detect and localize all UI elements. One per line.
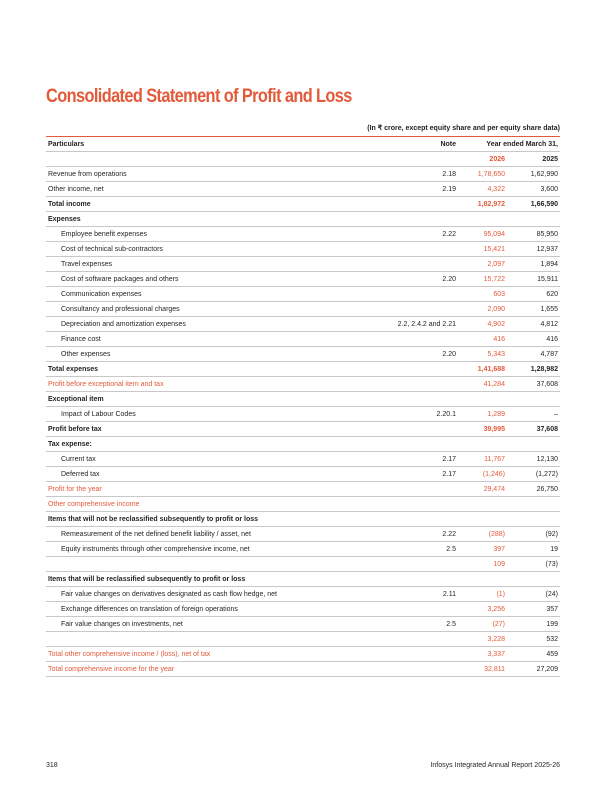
row-value-2025: 199	[511, 617, 560, 632]
row-value-2025: 12,937	[511, 242, 560, 257]
row-value-2026: 3,256	[462, 602, 511, 617]
row-value-2026	[462, 392, 511, 407]
table-row	[46, 587, 560, 602]
row-note	[346, 377, 462, 392]
row-note	[346, 362, 462, 377]
table-row	[46, 482, 560, 497]
row-note: 2.18	[346, 167, 462, 182]
row-value-2026: 1,289	[462, 407, 511, 422]
row-label: Fair value changes on derivatives designated as cash flow hedge, net	[46, 587, 346, 602]
row-label: Exchange differences on translation of foreign operations	[46, 602, 346, 617]
row-value-2026: 1,78,650	[462, 167, 511, 182]
row-value-2025: 1,62,990	[511, 167, 560, 182]
table-row	[46, 467, 560, 482]
row-value-2026: 4,902	[462, 317, 511, 332]
row-note	[346, 422, 462, 437]
row-value-2025	[511, 437, 560, 452]
row-value-2026	[462, 497, 511, 512]
row-value-2025: 357	[511, 602, 560, 617]
row-note	[346, 257, 462, 272]
row-value-2026: 32,811	[462, 662, 511, 677]
row-value-2026: 2,090	[462, 302, 511, 317]
row-label: Depreciation and amortization expenses	[46, 317, 346, 332]
row-label: Cost of software packages and others	[46, 272, 346, 287]
row-label: Profit before exceptional item and tax	[46, 377, 346, 392]
row-value-2026: 3,337	[462, 647, 511, 662]
row-note: 2.17	[346, 467, 462, 482]
row-value-2026	[462, 572, 511, 587]
row-note: 2.5	[346, 617, 462, 632]
row-label: Remeasurement of the net defined benefit liability / asset, net	[46, 527, 346, 542]
row-note	[346, 662, 462, 677]
row-value-2026: (288)	[462, 527, 511, 542]
header-year-2026: 2026	[462, 152, 511, 167]
table-row	[46, 662, 560, 677]
row-label: Profit before tax	[46, 422, 346, 437]
row-note: 2.17	[346, 452, 462, 467]
header-note: Note	[346, 137, 462, 152]
row-value-2025	[511, 497, 560, 512]
row-value-2025: 3,600	[511, 182, 560, 197]
row-value-2025: 85,950	[511, 227, 560, 242]
row-label: Finance cost	[46, 332, 346, 347]
row-note	[346, 242, 462, 257]
row-value-2026: 29,474	[462, 482, 511, 497]
row-note	[346, 572, 462, 587]
row-value-2025: 15,911	[511, 272, 560, 287]
row-note	[346, 497, 462, 512]
row-note	[346, 197, 462, 212]
row-value-2026: 95,094	[462, 227, 511, 242]
table-row	[46, 452, 560, 467]
header-year-ended: Year ended March 31,	[462, 137, 560, 152]
row-note	[346, 212, 462, 227]
row-note: 2.5	[346, 542, 462, 557]
row-label: Total other comprehensive income / (loss), net of tax	[46, 647, 346, 662]
row-value-2026: 3,228	[462, 632, 511, 647]
row-value-2025	[511, 212, 560, 227]
table-year-row	[46, 152, 560, 167]
page-number: 318	[46, 762, 58, 769]
table-row	[46, 557, 560, 572]
table-row	[46, 437, 560, 452]
header-particulars: Particulars	[46, 137, 346, 152]
row-note	[346, 392, 462, 407]
row-value-2025: 37,608	[511, 377, 560, 392]
table-row	[46, 572, 560, 587]
row-value-2026: 397	[462, 542, 511, 557]
row-note: 2.20.1	[346, 407, 462, 422]
table-row	[46, 422, 560, 437]
table-body	[46, 167, 560, 677]
table-row	[46, 617, 560, 632]
table-header-row	[46, 137, 560, 152]
table-row	[46, 287, 560, 302]
row-value-2025: 27,209	[511, 662, 560, 677]
row-label: Revenue from operations	[46, 167, 346, 182]
row-value-2025: 12,130	[511, 452, 560, 467]
row-value-2026: (1,246)	[462, 467, 511, 482]
row-label: Deferred tax	[46, 467, 346, 482]
year-row-blank-note	[346, 152, 462, 167]
row-label: Current tax	[46, 452, 346, 467]
row-note	[346, 287, 462, 302]
row-value-2026: (1)	[462, 587, 511, 602]
row-value-2026: 109	[462, 557, 511, 572]
row-label: Other comprehensive income	[46, 497, 346, 512]
row-value-2026: 11,767	[462, 452, 511, 467]
row-label: Total comprehensive income for the year	[46, 662, 346, 677]
row-label: Cost of technical sub-contractors	[46, 242, 346, 257]
row-value-2026: 2,097	[462, 257, 511, 272]
row-value-2026: 41,284	[462, 377, 511, 392]
table-row	[46, 347, 560, 362]
table-row	[46, 212, 560, 227]
row-value-2026	[462, 437, 511, 452]
table-row	[46, 512, 560, 527]
table-row	[46, 542, 560, 557]
row-label: Other expenses	[46, 347, 346, 362]
row-value-2025: 532	[511, 632, 560, 647]
table-row	[46, 392, 560, 407]
page-title: Consolidated Statement of Profit and Loss	[46, 86, 352, 107]
row-label: Items that will not be reclassified subsequently to profit or loss	[46, 512, 346, 527]
row-value-2025: 459	[511, 647, 560, 662]
row-value-2025: 416	[511, 332, 560, 347]
row-value-2026: 15,722	[462, 272, 511, 287]
row-label: Employee benefit expenses	[46, 227, 346, 242]
row-label: Items that will be reclassified subsequently to profit or loss	[46, 572, 346, 587]
table-row	[46, 197, 560, 212]
table-row	[46, 257, 560, 272]
table-row	[46, 497, 560, 512]
row-label: Other income, net	[46, 182, 346, 197]
row-label: Exceptional item	[46, 392, 346, 407]
row-note	[346, 632, 462, 647]
table-row	[46, 632, 560, 647]
row-label: Total expenses	[46, 362, 346, 377]
table-row	[46, 602, 560, 617]
table-row	[46, 272, 560, 287]
row-value-2025: 4,787	[511, 347, 560, 362]
row-note: 2.20	[346, 347, 462, 362]
row-value-2025: (24)	[511, 587, 560, 602]
table-row	[46, 407, 560, 422]
row-value-2025: 620	[511, 287, 560, 302]
year-row-blank	[46, 152, 346, 167]
row-note: 2.22	[346, 227, 462, 242]
row-note	[346, 647, 462, 662]
row-value-2026	[462, 512, 511, 527]
row-note	[346, 332, 462, 347]
row-value-2025: 19	[511, 542, 560, 557]
row-value-2025: –	[511, 407, 560, 422]
table-row	[46, 302, 560, 317]
table-row	[46, 242, 560, 257]
row-label: Communication expenses	[46, 287, 346, 302]
row-value-2026: 4,322	[462, 182, 511, 197]
row-value-2026: 1,41,688	[462, 362, 511, 377]
row-note	[346, 602, 462, 617]
row-value-2026: (27)	[462, 617, 511, 632]
row-label: Expenses	[46, 212, 346, 227]
table-row	[46, 362, 560, 377]
row-value-2026: 15,421	[462, 242, 511, 257]
row-label: Fair value changes on investments, net	[46, 617, 346, 632]
row-label: Travel expenses	[46, 257, 346, 272]
row-value-2025: (92)	[511, 527, 560, 542]
row-value-2025: (73)	[511, 557, 560, 572]
row-value-2025	[511, 512, 560, 527]
row-value-2026: 603	[462, 287, 511, 302]
row-note: 2.19	[346, 182, 462, 197]
row-label: Profit for the year	[46, 482, 346, 497]
table-row	[46, 182, 560, 197]
table-row	[46, 377, 560, 392]
row-value-2025	[511, 572, 560, 587]
row-label	[46, 632, 346, 647]
row-value-2025: 1,66,590	[511, 197, 560, 212]
row-note: 2.22	[346, 527, 462, 542]
row-value-2025: 37,608	[511, 422, 560, 437]
table-row	[46, 167, 560, 182]
unit-note: (In ₹ crore, except equity share and per equity share data)	[367, 125, 560, 132]
row-value-2026: 39,995	[462, 422, 511, 437]
row-label: Tax expense:	[46, 437, 346, 452]
row-value-2026: 416	[462, 332, 511, 347]
row-label	[46, 557, 346, 572]
row-note: 2.20	[346, 272, 462, 287]
row-note	[346, 557, 462, 572]
row-value-2026: 1,82,972	[462, 197, 511, 212]
row-value-2025: 1,894	[511, 257, 560, 272]
row-note	[346, 482, 462, 497]
row-value-2025: 26,750	[511, 482, 560, 497]
row-label: Equity instruments through other comprehensive income, net	[46, 542, 346, 557]
row-value-2025	[511, 392, 560, 407]
row-label: Total income	[46, 197, 346, 212]
report-title: Infosys Integrated Annual Report 2025-26	[430, 762, 560, 769]
row-value-2025: 1,655	[511, 302, 560, 317]
table-row	[46, 332, 560, 347]
row-label: Impact of Labour Codes	[46, 407, 346, 422]
row-value-2025: 1,28,982	[511, 362, 560, 377]
row-value-2025: (1,272)	[511, 467, 560, 482]
row-note: 2.11	[346, 587, 462, 602]
row-note	[346, 437, 462, 452]
row-value-2026: 5,343	[462, 347, 511, 362]
table-row	[46, 527, 560, 542]
table-row	[46, 227, 560, 242]
row-note: 2.2, 2.4.2 and 2.21	[346, 317, 462, 332]
profit-loss-table	[46, 136, 560, 677]
header-year-2025: 2025	[511, 152, 560, 167]
row-note	[346, 512, 462, 527]
row-value-2026	[462, 212, 511, 227]
row-value-2025: 4,812	[511, 317, 560, 332]
table-row	[46, 317, 560, 332]
row-label: Consultancy and professional charges	[46, 302, 346, 317]
row-note	[346, 302, 462, 317]
table-row	[46, 647, 560, 662]
